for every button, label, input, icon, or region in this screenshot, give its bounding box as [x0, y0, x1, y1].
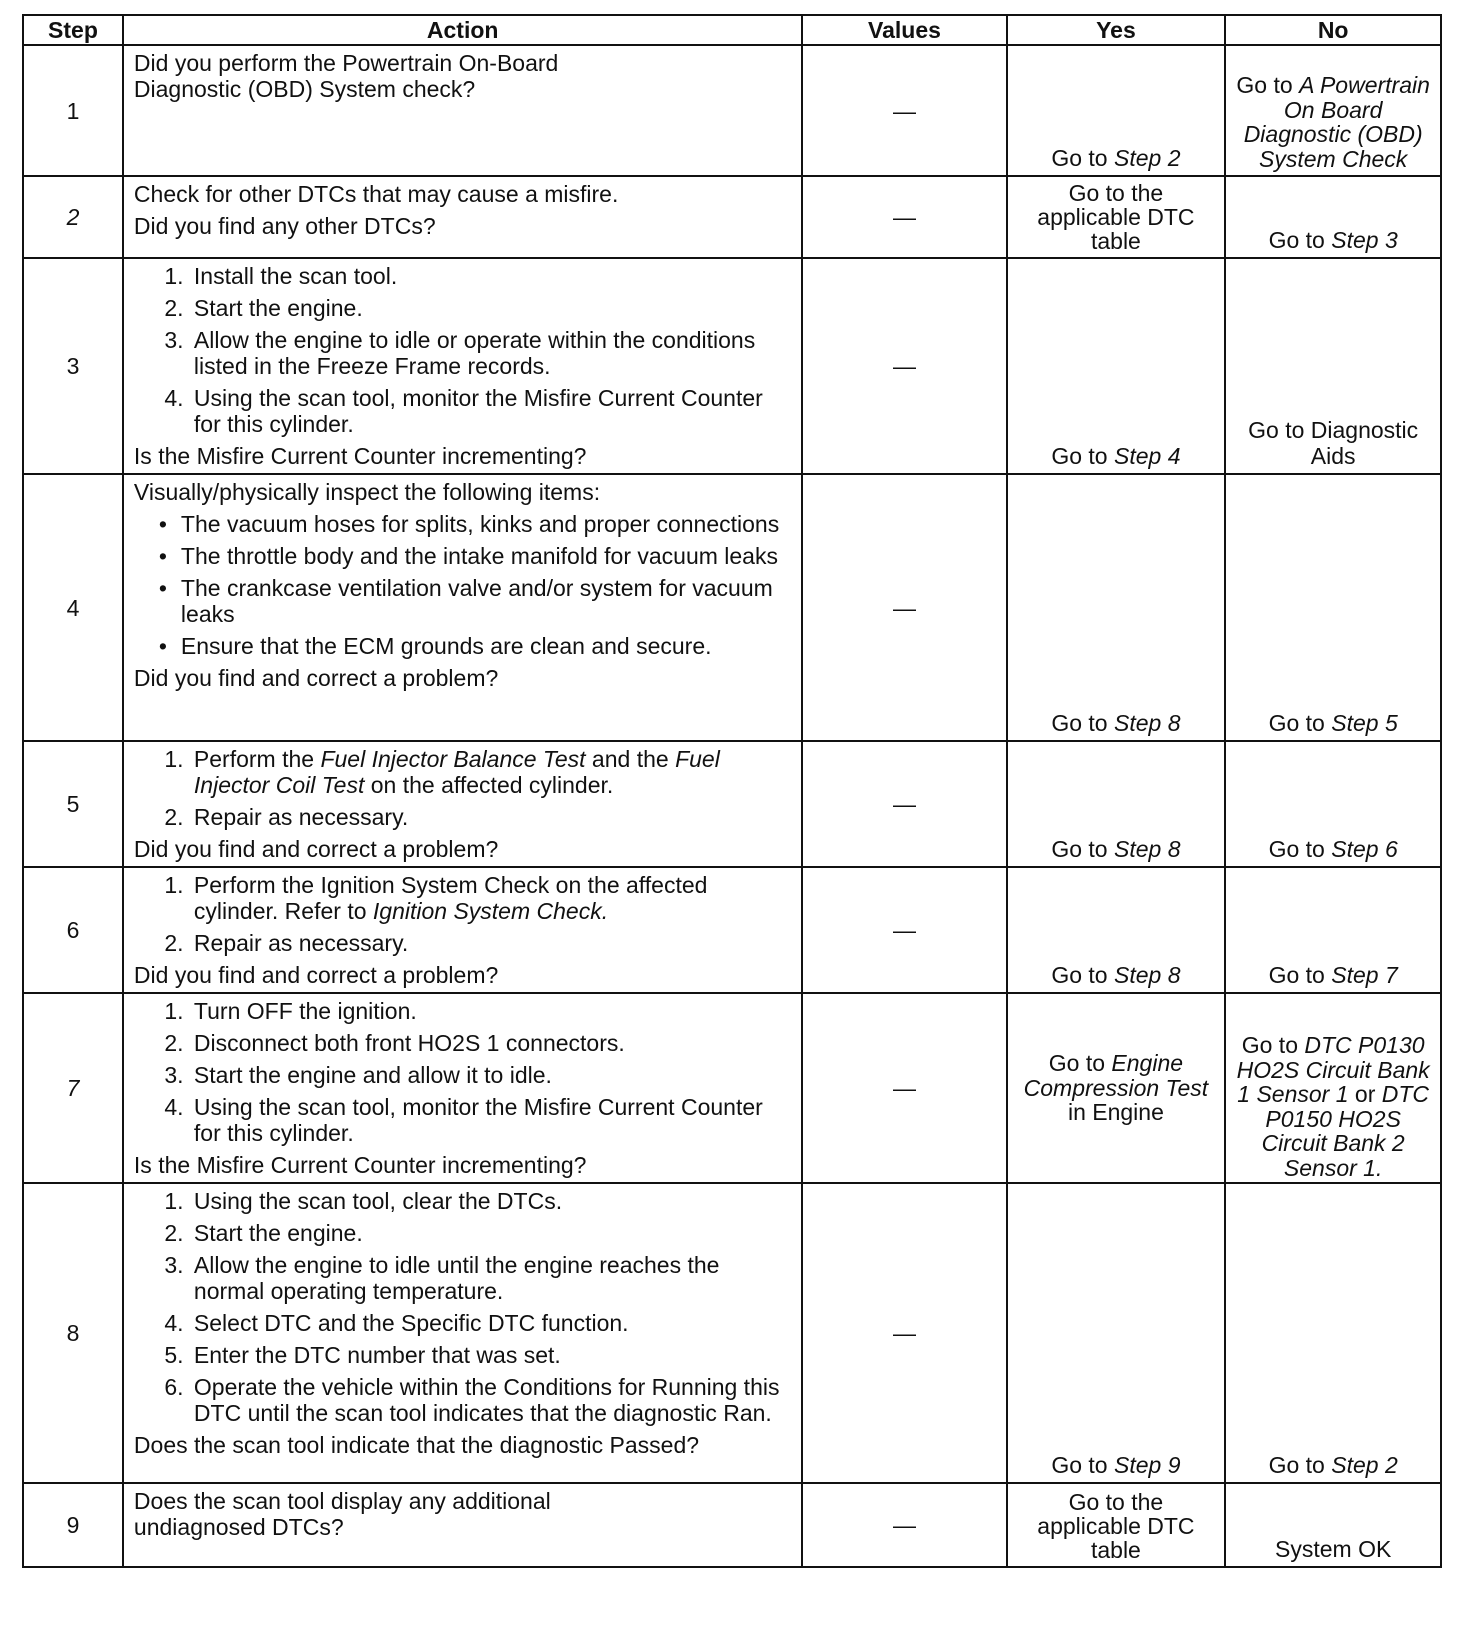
action-cell: [123, 474, 803, 741]
action-question: Does the scan tool indicate that the diagnostic Passed?: [133, 1432, 700, 1458]
values-cell: —: [802, 993, 1006, 1183]
step-number: 5: [23, 741, 123, 867]
table-row: [23, 1183, 1441, 1483]
list-item: • The vacuum hoses for splits, kinks and proper connections: [181, 511, 792, 537]
yes-text: Go to: [1051, 962, 1114, 988]
list-item: • The throttle body and the intake manifold for vacuum leaks: [181, 543, 792, 569]
list-item: 2. Repair as necessary.: [190, 804, 792, 830]
no-text: Go to: [1268, 836, 1332, 862]
no-cell: [1225, 993, 1441, 1183]
test-reference[interactable]: Fuel Injector Coil Test: [193, 746, 720, 798]
no-text[interactable]: Go to Diagnostic Aids: [1248, 417, 1419, 469]
item-text: Perform the Ignition System Check on the affected cylinder. Refer to: [193, 872, 708, 924]
values-cell: —: [802, 1183, 1006, 1483]
list-item: 3. Allow the engine to idle or operate within the conditions listed in the Freeze Frame records.: [190, 327, 792, 379]
yes-text[interactable]: Go to the applicable DTC table: [1037, 180, 1195, 254]
no-step-link[interactable]: Step 2: [1331, 1452, 1398, 1478]
no-cell: [1225, 176, 1441, 258]
list-item: 2. Repair as necessary.: [190, 930, 792, 956]
action-cell: [123, 1483, 803, 1567]
action-intro: Visually/physically inspect the following items:: [133, 479, 601, 505]
action-question: Did you find and correct a problem?: [133, 836, 499, 862]
action-question: Did you find and correct a problem?: [133, 962, 499, 988]
step-number: 3: [23, 258, 123, 474]
values-cell: —: [802, 176, 1006, 258]
action-question: Is the Misfire Current Counter incrementing?: [133, 443, 587, 469]
list-item: • Ensure that the ECM grounds are clean and secure.: [181, 633, 792, 659]
list-item: 1. Using the scan tool, clear the DTCs.: [190, 1188, 792, 1214]
list-item: 1. Turn OFF the ignition.: [190, 998, 792, 1024]
yes-cell: [1007, 741, 1226, 867]
action-cell: [123, 1183, 803, 1483]
action-steps-list: [134, 263, 792, 437]
list-item: 4. Select DTC and the Specific DTC function.: [190, 1310, 792, 1336]
values-cell: —: [802, 474, 1006, 741]
dtc-p0130-link[interactable]: DTC P0130 HO2S Circuit Bank 1 Sensor 1: [1236, 1032, 1430, 1107]
item-text: on the affected cylinder.: [364, 772, 614, 798]
action-cell: [123, 258, 803, 474]
yes-step-link[interactable]: Step 8: [1113, 710, 1181, 736]
yes-cell: [1007, 258, 1226, 474]
header-no: No: [1225, 15, 1441, 45]
list-item: 3. Start the engine and allow it to idle.: [190, 1062, 792, 1088]
no-cell: [1225, 45, 1441, 176]
no-step-link[interactable]: A Powertrain On Board Diagnostic (OBD) System Check: [1243, 72, 1430, 172]
action-steps-list: [134, 746, 792, 830]
yes-cell: [1007, 474, 1226, 741]
step-number: 1: [23, 45, 123, 176]
list-item: [190, 746, 792, 798]
action-steps-list: [134, 872, 792, 956]
no-cell: [1225, 741, 1441, 867]
yes-cell: [1007, 45, 1226, 176]
step-number: 9: [23, 1483, 123, 1567]
action-question: Did you find and correct a problem?: [133, 665, 499, 691]
yes-text: Go to: [1051, 710, 1114, 736]
no-text: System OK: [1275, 1536, 1392, 1562]
item-text: Perform the: [193, 746, 321, 772]
yes-text: Go to: [1048, 1050, 1112, 1077]
yes-cell: [1007, 993, 1226, 1183]
dtc-p0150-link[interactable]: DTC P0150 HO2S Circuit Bank 2 Sensor 1.: [1261, 1081, 1430, 1181]
table-row: [23, 45, 1441, 176]
yes-step-link[interactable]: Step 4: [1113, 443, 1181, 469]
table-row: [23, 258, 1441, 474]
table-row: [23, 176, 1441, 258]
step-number: 8: [23, 1183, 123, 1483]
list-item: • The crankcase ventilation valve and/or system for vacuum leaks: [181, 575, 792, 627]
no-text: Go to: [1268, 710, 1332, 736]
yes-text: Go to: [1051, 1452, 1114, 1478]
table-row: [23, 1483, 1441, 1567]
table-row: [23, 993, 1441, 1183]
no-text: Go to: [1236, 72, 1300, 98]
values-cell: —: [802, 741, 1006, 867]
no-step-link[interactable]: Step 5: [1331, 710, 1398, 736]
action-question: Is the Misfire Current Counter incrementing?: [133, 1152, 587, 1178]
action-cell: [123, 45, 803, 176]
yes-step-link[interactable]: Step 8: [1113, 962, 1181, 988]
action-cell: [123, 176, 803, 258]
compression-test-link[interactable]: Engine Compression Test: [1023, 1050, 1209, 1101]
yes-text: Go to: [1051, 836, 1114, 862]
list-item: [190, 872, 792, 924]
no-step-link[interactable]: Step 3: [1331, 227, 1398, 253]
yes-step-link[interactable]: Step 8: [1113, 836, 1181, 862]
list-item: 2. Start the engine.: [190, 1220, 792, 1246]
header-values: Values: [802, 15, 1006, 45]
yes-cell: [1007, 1183, 1226, 1483]
values-cell: —: [802, 45, 1006, 176]
list-item: 4. Using the scan tool, monitor the Misfire Current Counter for this cylinder.: [190, 385, 792, 437]
header-row: [23, 15, 1441, 45]
list-item: 4. Using the scan tool, monitor the Misfire Current Counter for this cylinder.: [190, 1094, 792, 1146]
test-reference[interactable]: Fuel Injector Balance Test: [320, 746, 586, 772]
action-question: Did you find any other DTCs?: [133, 213, 436, 239]
table-row: [23, 867, 1441, 993]
list-item: 6. Operate the vehicle within the Conditions for Running this DTC until the scan tool indicates that the diagnostic Ran.: [190, 1374, 792, 1426]
action-cell: [123, 993, 803, 1183]
list-item: 2. Start the engine.: [190, 295, 792, 321]
yes-step-link[interactable]: Step 9: [1113, 1452, 1181, 1478]
yes-text: in Engine: [1067, 1099, 1164, 1126]
action-cell: [123, 741, 803, 867]
action-steps-list: [134, 1188, 792, 1426]
values-cell: —: [802, 258, 1006, 474]
action-bullets-list: [134, 511, 792, 659]
step-number: 2: [23, 176, 123, 258]
list-item: 1. Install the scan tool.: [190, 263, 792, 289]
no-text: or: [1348, 1081, 1382, 1107]
table-row: [23, 474, 1441, 741]
list-item: 5. Enter the DTC number that was set.: [190, 1342, 792, 1368]
ignition-check-reference[interactable]: Ignition System Check.: [372, 898, 609, 924]
yes-step-link[interactable]: Step 2: [1113, 145, 1181, 171]
action-question: Does the scan tool display any additional undiagnosed DTCs?: [133, 1488, 551, 1540]
list-item: 3. Allow the engine to idle until the engine reaches the normal operating temperature.: [190, 1252, 792, 1304]
no-text: Go to: [1268, 962, 1332, 988]
action-line: Check for other DTCs that may cause a misfire.: [133, 181, 619, 207]
no-cell: [1225, 1483, 1441, 1567]
yes-cell: [1007, 867, 1226, 993]
table-row: [23, 741, 1441, 867]
step-number: 4: [23, 474, 123, 741]
yes-cell: [1007, 1483, 1226, 1567]
no-text: Go to: [1268, 227, 1332, 253]
list-item: 2. Disconnect both front HO2S 1 connectors.: [190, 1030, 792, 1056]
no-cell: [1225, 474, 1441, 741]
action-steps-list: [134, 998, 792, 1146]
values-cell: —: [802, 1483, 1006, 1567]
step-number: 7: [23, 993, 123, 1183]
no-step-link[interactable]: Step 7: [1331, 962, 1398, 988]
yes-text: Go to: [1051, 443, 1114, 469]
step-number: 6: [23, 867, 123, 993]
no-cell: [1225, 867, 1441, 993]
no-cell: [1225, 1183, 1441, 1483]
action-cell: [123, 867, 803, 993]
action-question: Did you perform the Powertrain On-Board Diagnostic (OBD) System check?: [133, 50, 559, 102]
item-text: and the: [585, 746, 676, 772]
yes-text: Go to: [1051, 145, 1114, 171]
yes-text[interactable]: Go to the applicable DTC table: [1037, 1489, 1195, 1563]
no-text: Go to: [1241, 1032, 1305, 1058]
no-cell: [1225, 258, 1441, 474]
no-step-link[interactable]: Step 6: [1331, 836, 1398, 862]
diagnostic-table: [22, 14, 1442, 1568]
yes-cell: [1007, 176, 1226, 258]
header-yes: Yes: [1007, 15, 1226, 45]
no-text: Go to: [1268, 1452, 1332, 1478]
header-step: Step: [23, 15, 123, 45]
header-action: Action: [123, 15, 803, 45]
values-cell: —: [802, 867, 1006, 993]
